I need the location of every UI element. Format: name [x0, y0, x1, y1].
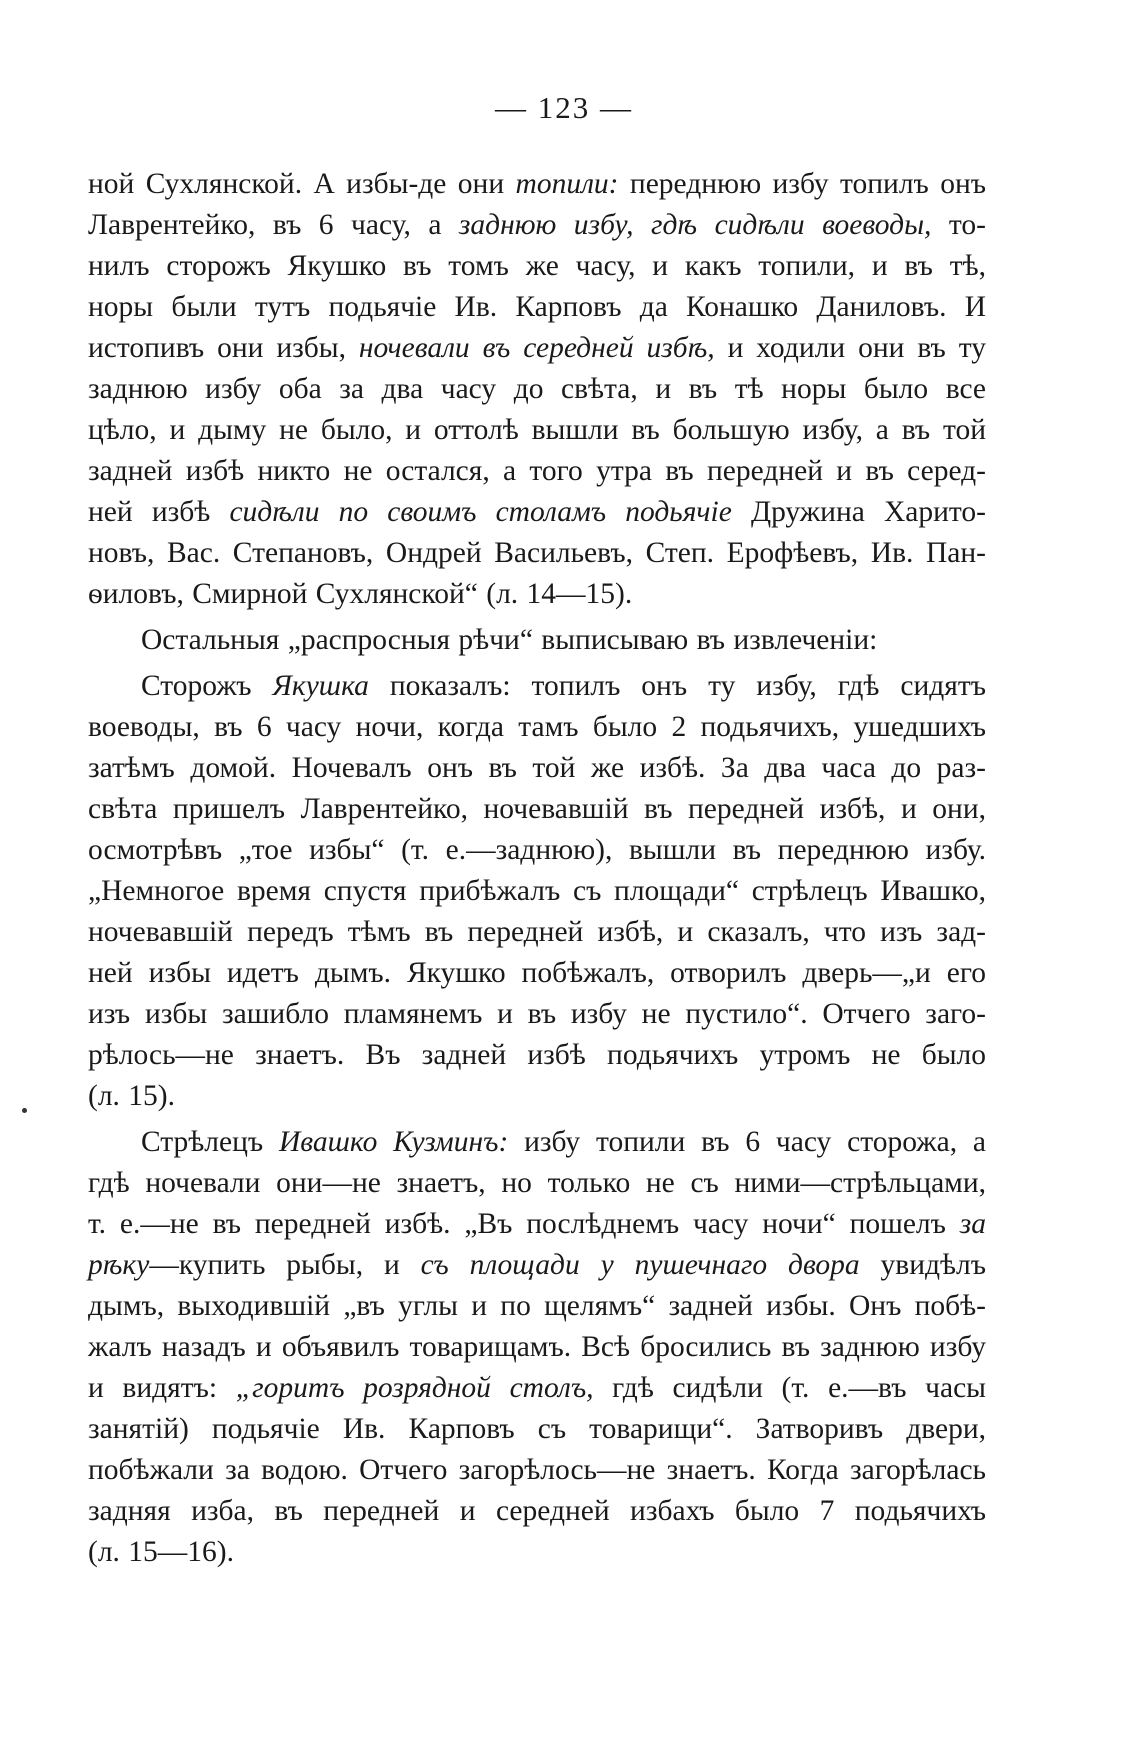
text-line [88, 1076, 986, 1117]
text-run: показалъ: топилъ онъ ту избу, гдѣ сидятъ [368, 670, 986, 702]
text-run: ночевавшій передъ тѣмъ въ передней избѣ, и сказалъ, что изъ зад- [88, 916, 986, 948]
italic-text: рѣку [88, 1249, 150, 1281]
text-run: нилъ сторожъ Якушко въ томъ же часу, и какъ топили, и въ тѣ, [88, 250, 986, 282]
text-run: заднюю избу оба за два часу до свѣта, и въ тѣ норы было все [88, 373, 986, 405]
text-run: ѳиловъ, Смирной Сухлянской“ (л. 14—15). [88, 578, 633, 610]
text-line [88, 1491, 986, 1532]
italic-text: Якушка [272, 670, 369, 702]
text-line [88, 1163, 986, 1204]
paragraph [88, 1122, 986, 1573]
text-run: то- [931, 209, 986, 241]
page-number: — 123 — [495, 90, 633, 125]
text-line [88, 953, 986, 994]
text-line [88, 1327, 986, 1368]
text-line [88, 205, 986, 246]
text-line [88, 1368, 986, 1409]
text-line [88, 994, 986, 1035]
text-line [88, 574, 986, 615]
text-line [88, 328, 986, 369]
text-run: „Немногое время спустя прибѣжалъ съ площади“ стрѣлецъ Ивашко, [88, 875, 986, 907]
text-run: переднюю избу топилъ онъ [618, 168, 986, 200]
text-run: Дружина Харито- [731, 496, 986, 528]
text-line [88, 246, 986, 287]
text-line [88, 492, 986, 533]
text-line [88, 451, 986, 492]
text-run: новъ, Вас. Степановъ, Ондрей Васильевъ, Степ. Ерофѣевъ, Ив. Пан- [88, 537, 986, 569]
text-run: жалъ назадъ и объявилъ товарищамъ. Всѣ бросились въ заднюю избу [88, 1331, 986, 1363]
text-run: затѣмъ домой. Ночевалъ онъ въ той же избѣ. За два часа до раз- [88, 752, 986, 784]
text-line [88, 1450, 986, 1491]
text-line [88, 1286, 986, 1327]
text-line [88, 789, 986, 830]
text-run: и видятъ: [88, 1372, 236, 1404]
text-line [88, 1245, 986, 1286]
text-run: воеводы, въ 6 часу ночи, когда тамъ было 2 подьячихъ, ушедшихъ [88, 711, 986, 743]
text-run: побѣжали за водою. Отчего загорѣлось—не знаетъ. Когда загорѣлась [88, 1454, 986, 1486]
scan-speck [22, 1108, 27, 1113]
text-line [88, 369, 986, 410]
text-run: избу топили въ 6 часу сторожа, а [508, 1126, 986, 1158]
text-run: ней избы идетъ дымъ. Якушко побѣжалъ, отворилъ дверь—„и его [88, 957, 986, 989]
text-line [88, 1204, 986, 1245]
text-line [88, 666, 986, 707]
text-line [88, 1035, 986, 1076]
text-run: (л. 15). [88, 1080, 175, 1112]
text-line [88, 830, 986, 871]
paragraph [88, 164, 986, 615]
text-run: Остальныя „распросныя рѣчи“ выписываю въ извлеченіи: [141, 624, 878, 656]
text-line [88, 620, 986, 661]
text-run: (л. 15—16). [88, 1536, 234, 1568]
italic-text: заднюю избу, гдѣ сидѣли воеводы, [458, 209, 932, 241]
text-run: свѣта пришелъ Лаврентейко, ночевавшій въ передней избѣ, и они, [88, 793, 986, 825]
text-run: Лаврентейко, въ 6 часу, а [88, 209, 459, 241]
text-line [88, 1532, 986, 1573]
paragraph [88, 620, 986, 661]
book-page [88, 90, 986, 1573]
text-run: —купить рыбы, и [149, 1249, 421, 1281]
text-run: задняя изба, въ передней и середней избахъ было 7 подьячихъ [88, 1495, 986, 1527]
text-run: задней избѣ никто не остался, а того утра въ передней и въ серед- [88, 455, 986, 487]
text-run: ной Сухлянской. А избы-де они [88, 168, 516, 200]
text-line [88, 912, 986, 953]
italic-text: сидѣли по своимъ столамъ подьячіе [229, 496, 732, 528]
text-run: гдѣ сидѣли (т. е.—въ часы [593, 1372, 986, 1404]
italic-text: „горитъ розрядной столъ, [235, 1372, 594, 1404]
text-line [88, 1122, 986, 1163]
text-run: т. е.—не въ передней избѣ. „Въ послѣднемъ часу ночи“ пошелъ [88, 1208, 960, 1240]
text-line [88, 287, 986, 328]
text-run: ней избѣ [88, 496, 230, 528]
text-line [88, 1409, 986, 1450]
text-line [88, 164, 986, 205]
text-run: дымъ, выходившій „въ углы и по щелямъ“ задней избы. Онъ побѣ- [88, 1290, 986, 1322]
text-line [88, 533, 986, 574]
text-line [88, 871, 986, 912]
text-run: Стрѣлецъ [141, 1126, 279, 1158]
italic-text: ночевали въ середней избѣ, [358, 332, 715, 364]
text-run: норы были тутъ подьячіе Ив. Карповъ да Конашко Даниловъ. И [88, 291, 986, 323]
text-line [88, 707, 986, 748]
paragraph [88, 666, 986, 1117]
text-run: рѣлось—не знаетъ. Въ задней избѣ подьячихъ утромъ не было [88, 1039, 986, 1071]
text-run: истопивъ они избы, [88, 332, 359, 364]
italic-text: за [959, 1208, 986, 1240]
italic-text: топили: [515, 168, 619, 200]
text-run: гдѣ ночевали они—не знаетъ, но только не съ ними—стрѣльцами, [88, 1167, 986, 1199]
text-run: увидѣлъ [859, 1249, 987, 1281]
text-run: изъ избы зашибло пламянемъ и въ избу не пустило“. Отчего заго- [88, 998, 986, 1030]
italic-text: съ площади у пушечнаго двора [420, 1249, 860, 1281]
italic-text: Ивашко Кузминъ: [278, 1126, 509, 1158]
text-line [88, 410, 986, 451]
text-run: осмотрѣвъ „тое избы“ (т. е.—заднюю), вышли въ переднюю избу. [88, 834, 986, 866]
text-run: Сторожъ [141, 670, 273, 702]
text-run: цѣло, и дыму не было, и оттолѣ вышли въ большую избу, а въ той [88, 414, 986, 446]
text-line [88, 748, 986, 789]
text-run: занятій) подьячіе Ив. Карповъ съ товарищи“. Затворивъ двери, [88, 1413, 986, 1445]
text-run: и ходили они въ ту [714, 332, 986, 364]
